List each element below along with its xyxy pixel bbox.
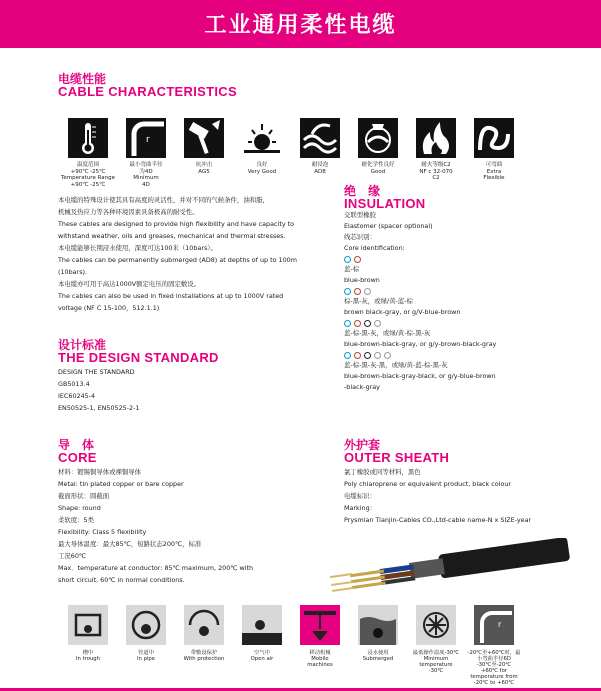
pipe-label: 管道中 In pipe [136, 650, 156, 662]
pipe-icon [126, 605, 166, 645]
open-air-label: 空气中 Open air [250, 650, 274, 662]
core-title-en: CORE [58, 450, 97, 465]
core-text: 材料：镀锡铜导体或裸铜导体 Metal: tin plated copper or bare copper 截面形状：圆截面 Shape: round 柔软度：5类 Flexibility: Class 5 flexibility 最大导体温度：最大85℃，短路状态200℃，标准 工况60℃ Max．temperature at conductor: 85℃ maximum, 200℃ with short circuit, 60℃ in normal conditions. [58, 468, 254, 584]
title-banner [0, 0, 601, 48]
intro-text: 本电缆的特殊设计使其具有高度的灵活性，并对不同的气候条件，油和脂， 机械及热应力等各种环境因素具备极高的耐受性。 These cables are designed to provide high flexibility and have capacity to withstand weather, oils and greases, mechanical and thermal stresses. 本电缆能够长期浸水使用，深度可达100米（10bars）。 The cables can be permanently submerged (AD8) at depths of up to 100m (10bars). 本电缆亦可用于高达1000V额定电压的固定敷设。 The cables can also be used in fixed installations at up to 1000V rated voltage (NF C 15-100，512.1.1) [58, 196, 297, 312]
protection-label: 带敷设保护 With protection [183, 650, 225, 662]
cable-illustration [320, 538, 570, 598]
characteristics-title-cn: 电缆性能 [58, 72, 107, 86]
bend-radius-label: 最小弯曲半径 为4D Minimum 4D [129, 162, 163, 188]
core-color-dots-4 [344, 318, 594, 328]
water-label: 耐浸泡 AD8 [311, 162, 329, 175]
core-color-dots-5 [344, 350, 594, 360]
chemical-label: 耐化学性良好 Good [361, 162, 395, 175]
open-air-icon [242, 605, 282, 645]
page-title: 工业通用柔性电缆 [204, 13, 397, 38]
design-text: DESIGN THE STANDARD GB5013.4 IEC60245-4 EN50525-1, EN50525-2-1 [58, 368, 140, 412]
min-temp-icon [416, 605, 456, 645]
mobile-machine-label: 移动机械 Mobile machines [307, 650, 333, 668]
sheath-text: 氯丁橡胶或同等材料，黑色 Poly chlaroprene or equivalent product, black colour 电缆标识： Marking： Prysmian Tianjin-Cables CO.,Ltd-cable name-N x SIZE-year [344, 468, 532, 524]
trough-label: 槽中 In trough [75, 650, 101, 662]
sun-label: 良好 Very Good [247, 162, 277, 175]
svg-text:r: r [498, 620, 502, 629]
mobile-machine-icon [300, 605, 340, 645]
installation-icons [58, 605, 528, 685]
sun-icon [242, 118, 282, 158]
sheath-title-cn: 外护套 [344, 438, 381, 452]
min-temp-label: 最低操作温度-30℃ Minimum temperature -30℃ [412, 650, 460, 674]
protection-icon [184, 605, 224, 645]
submerged-icon [358, 605, 398, 645]
hammer-label: 抗冲击 AG5 [195, 162, 213, 175]
flame-icon [416, 118, 456, 158]
trough-icon [68, 605, 108, 645]
insulation-title-en: INSULATION [344, 196, 426, 211]
svg-text:r: r [146, 135, 150, 145]
core-title-cn: 导 体 [58, 438, 95, 452]
temp-range-label: -20℃至+60℃时，最 小弯曲半径6D -30℃至-20℃ +60℃ for temperature from -20℃ to +60℃ [467, 650, 521, 686]
flexible-icon [474, 118, 514, 158]
core-color-dots-2 [344, 254, 594, 264]
sheath-title-en: OUTER SHEATH [344, 450, 450, 465]
characteristics-icons [58, 118, 528, 188]
water-icon [300, 118, 340, 158]
submerged-label: 浸水使用 Submerged [362, 650, 394, 662]
insulation-title-cn: 绝 缘 [344, 184, 381, 198]
thermometer-label: 温度范围 +90℃ -25℃ Temperature Range +90℃ -25℃ [60, 162, 116, 188]
design-title-en: THE DESIGN STANDARD [58, 350, 219, 365]
characteristics-title-en: CABLE CHARACTERISTICS [58, 84, 237, 99]
bend-radius-icon [126, 118, 166, 158]
core-color-dots-3 [344, 286, 594, 296]
chemical-icon [358, 118, 398, 158]
temp-range-icon [474, 605, 514, 645]
insulation-text: 交联型橡胶 Elastomer (spacer optional) 线芯识别： Core identification: 蓝-棕 blue-brown 棕-黑-灰，或绿/黄-蓝-棕 brown black-gray, or g/V-blue-brown 蓝-棕-黑-灰，或绿/黄-棕-黑-灰 blue-brown-black-gray, or g/y-brown-black-gray 蓝-棕-黑-灰-黑，或绿/黄-蓝-棕-黑-灰 blue-brown-black-gray-black, or g/y-blue-brown -black-gray [344, 210, 594, 393]
flame-label: 耐火等级C2 NF c 32-070 C2 [419, 162, 453, 181]
design-title-cn: 设计标准 [58, 338, 107, 352]
thermometer-icon [68, 118, 108, 158]
hammer-icon [184, 118, 224, 158]
flexible-label: 可弯曲 Extra Flexible [483, 162, 505, 181]
